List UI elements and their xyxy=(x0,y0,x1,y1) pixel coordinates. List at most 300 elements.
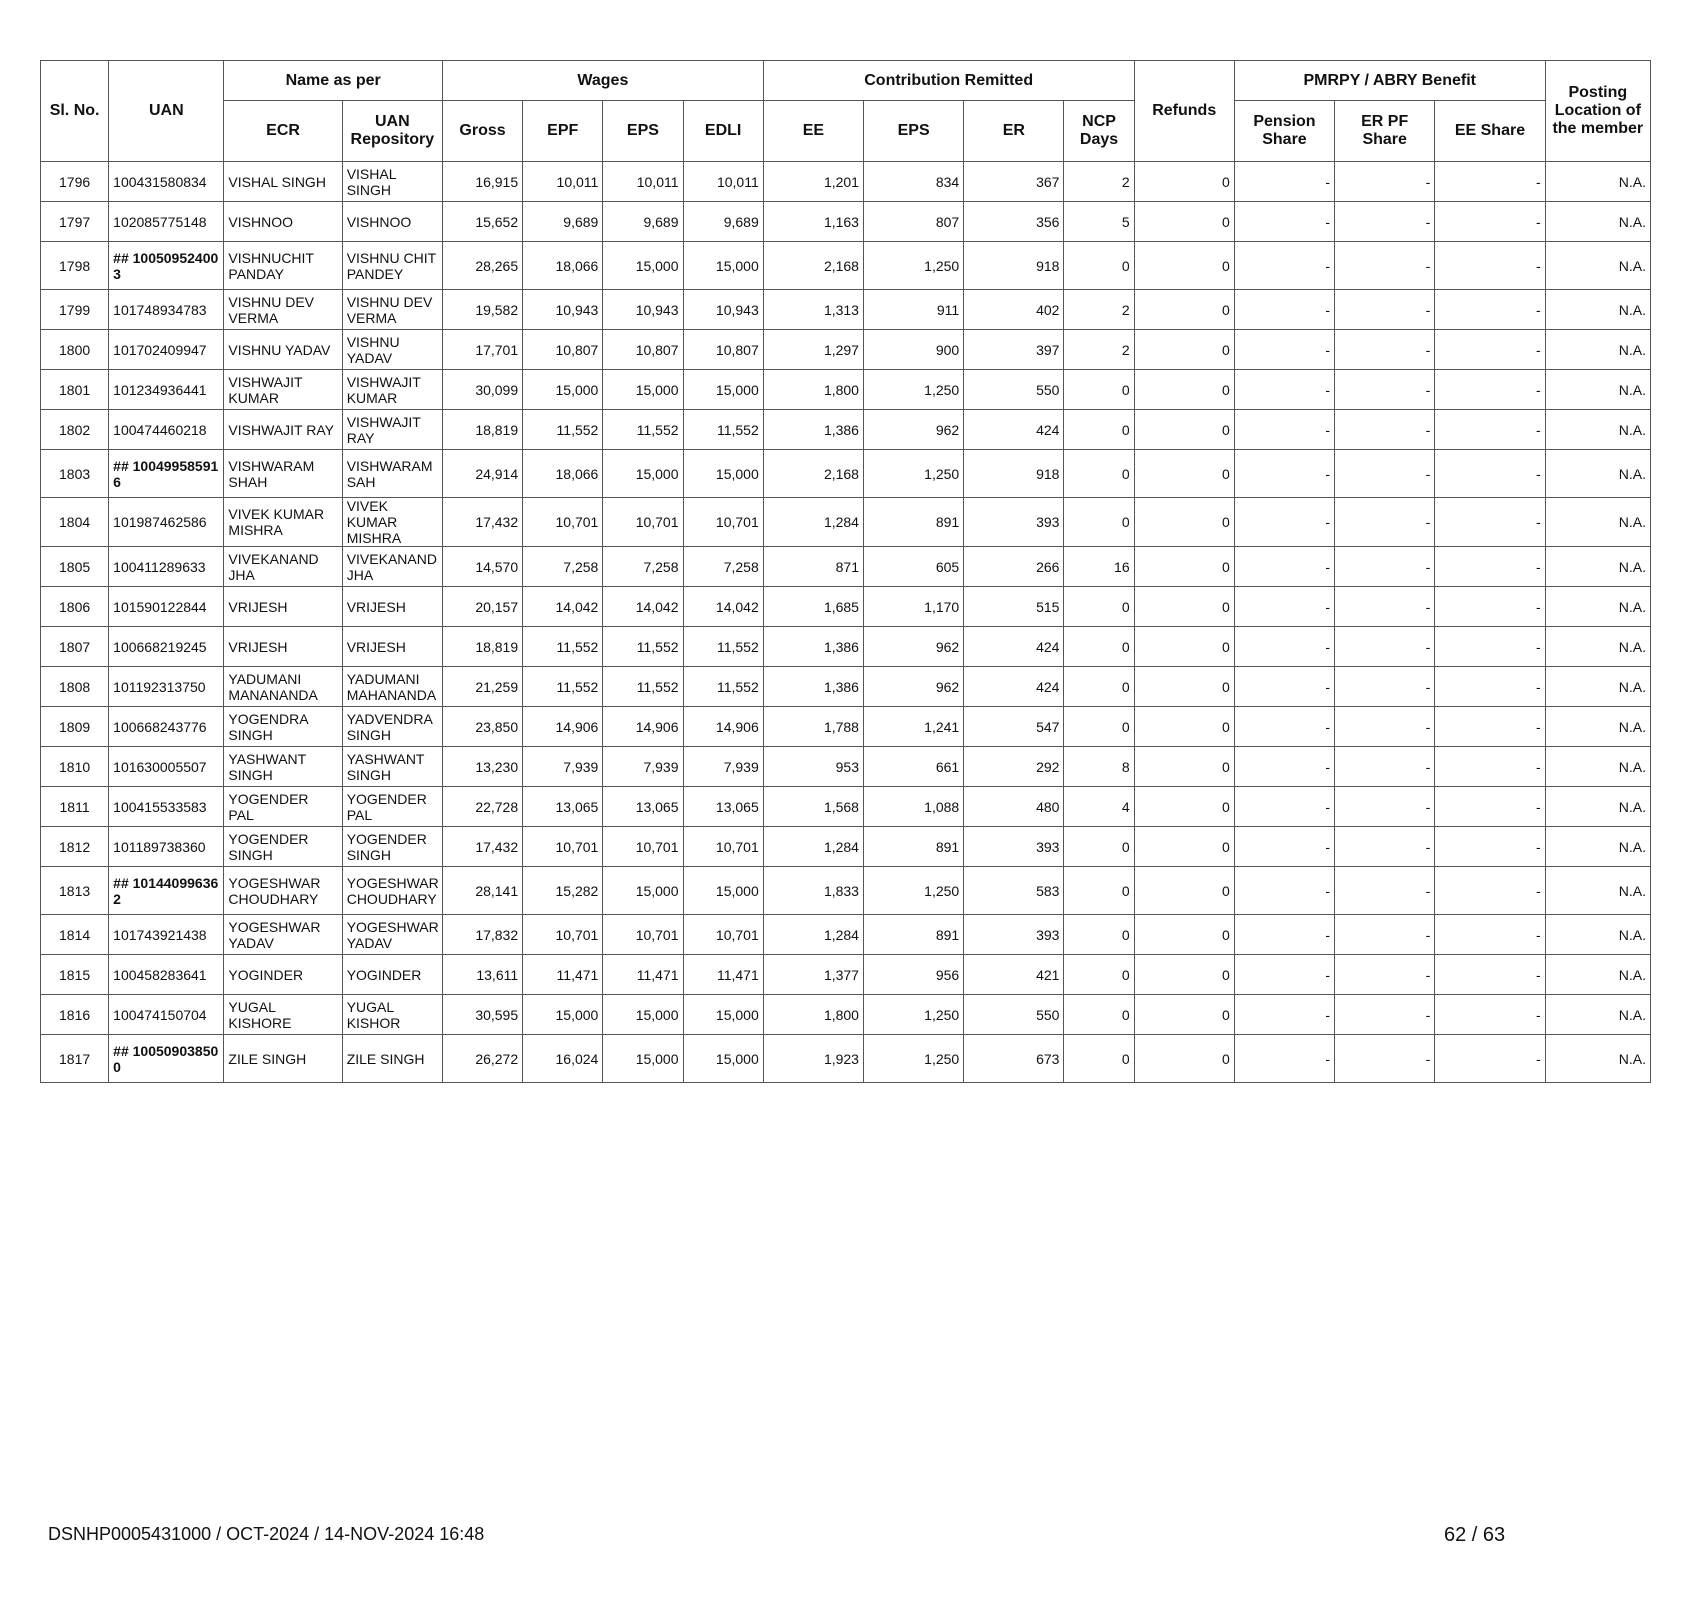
cell-posting-location: N.A. xyxy=(1545,667,1650,707)
cell-ncp-days: 0 xyxy=(1064,995,1134,1035)
cell-sl-no: 1811 xyxy=(41,787,109,827)
cell-pension-share: - xyxy=(1234,827,1334,867)
cell-ecr-name: VIVEKANAND JHA xyxy=(224,547,342,587)
table-row xyxy=(41,747,1651,787)
cell-ncp-days: 5 xyxy=(1064,202,1134,242)
cell-refunds: 0 xyxy=(1134,242,1234,290)
cell-ee: 1,923 xyxy=(763,1035,863,1083)
cell-eps: 10,943 xyxy=(603,290,683,330)
cell-pension-share: - xyxy=(1234,330,1334,370)
table-row xyxy=(41,162,1651,202)
cell-pension-share: - xyxy=(1234,547,1334,587)
cell-edli: 11,471 xyxy=(683,955,763,995)
cell-edli: 11,552 xyxy=(683,667,763,707)
cell-gross: 15,652 xyxy=(442,202,522,242)
cell-ncp-days: 0 xyxy=(1064,1035,1134,1083)
cell-sl-no: 1801 xyxy=(41,370,109,410)
cell-uan: 101189738360 xyxy=(109,827,224,867)
cell-ee: 1,201 xyxy=(763,162,863,202)
cell-refunds: 0 xyxy=(1134,915,1234,955)
cell-ecr-name: VISHWARAM SHAH xyxy=(224,450,342,498)
cell-er: 402 xyxy=(964,290,1064,330)
cell-edli: 9,689 xyxy=(683,202,763,242)
cell-ee: 1,284 xyxy=(763,915,863,955)
cell-er-pf-share: - xyxy=(1335,747,1435,787)
cell-gross: 17,432 xyxy=(442,498,522,547)
header-er: ER xyxy=(964,101,1064,162)
cell-er: 424 xyxy=(964,410,1064,450)
cell-epf: 7,939 xyxy=(523,747,603,787)
cell-posting-location: N.A. xyxy=(1545,955,1650,995)
cell-uan: 100431580834 xyxy=(109,162,224,202)
cell-posting-location: N.A. xyxy=(1545,587,1650,627)
cell-uan-repository-name: VISHAL SINGH xyxy=(342,162,442,202)
cell-ncp-days: 0 xyxy=(1064,498,1134,547)
table-row xyxy=(41,627,1651,667)
cell-eps-contribution: 807 xyxy=(863,202,963,242)
header-wages: Wages xyxy=(442,61,763,101)
table-row xyxy=(41,498,1651,547)
footer-page-number: 62 / 63 xyxy=(1444,1524,1506,1546)
cell-ee-share: - xyxy=(1435,995,1545,1035)
cell-sl-no: 1800 xyxy=(41,330,109,370)
cell-er: 480 xyxy=(964,787,1064,827)
cell-epf: 10,943 xyxy=(523,290,603,330)
cell-posting-location: N.A. xyxy=(1545,1035,1650,1083)
cell-uan: 101234936441 xyxy=(109,370,224,410)
header-ecr: ECR xyxy=(224,101,342,162)
cell-sl-no: 1805 xyxy=(41,547,109,587)
cell-refunds: 0 xyxy=(1134,498,1234,547)
table-row xyxy=(41,707,1651,747)
table-row xyxy=(41,202,1651,242)
cell-er-pf-share: - xyxy=(1335,290,1435,330)
cell-eps: 11,552 xyxy=(603,410,683,450)
cell-er-pf-share: - xyxy=(1335,587,1435,627)
cell-uan: ## 10144099636 2 xyxy=(109,867,224,915)
cell-sl-no: 1804 xyxy=(41,498,109,547)
cell-pension-share: - xyxy=(1234,915,1334,955)
table-body xyxy=(41,162,1651,1083)
cell-epf: 11,552 xyxy=(523,410,603,450)
cell-edli: 14,042 xyxy=(683,587,763,627)
cell-uan-repository-name: VISHWARAM SAH xyxy=(342,450,442,498)
cell-edli: 15,000 xyxy=(683,450,763,498)
cell-uan-repository-name: VIVEKANAND JHA xyxy=(342,547,442,587)
cell-epf: 11,552 xyxy=(523,627,603,667)
cell-uan: 101743921438 xyxy=(109,915,224,955)
cell-gross: 21,259 xyxy=(442,667,522,707)
cell-ncp-days: 2 xyxy=(1064,162,1134,202)
cell-edli: 10,701 xyxy=(683,915,763,955)
cell-er: 424 xyxy=(964,627,1064,667)
cell-er-pf-share: - xyxy=(1335,162,1435,202)
cell-posting-location: N.A. xyxy=(1545,707,1650,747)
cell-gross: 30,595 xyxy=(442,995,522,1035)
cell-epf: 15,000 xyxy=(523,995,603,1035)
cell-uan: 100474150704 xyxy=(109,995,224,1035)
ecr-table xyxy=(40,60,1651,1083)
cell-ee: 1,685 xyxy=(763,587,863,627)
cell-ee-share: - xyxy=(1435,410,1545,450)
cell-ecr-name: YOGENDRA SINGH xyxy=(224,707,342,747)
cell-epf: 10,807 xyxy=(523,330,603,370)
cell-epf: 14,042 xyxy=(523,587,603,627)
header-contribution-remitted: Contribution Remitted xyxy=(763,61,1134,101)
header-sl-no: Sl. No. xyxy=(41,61,109,162)
cell-posting-location: N.A. xyxy=(1545,450,1650,498)
cell-sl-no: 1803 xyxy=(41,450,109,498)
cell-pension-share: - xyxy=(1234,955,1334,995)
cell-er: 550 xyxy=(964,370,1064,410)
cell-refunds: 0 xyxy=(1134,1035,1234,1083)
cell-er-pf-share: - xyxy=(1335,955,1435,995)
cell-epf: 15,282 xyxy=(523,867,603,915)
cell-refunds: 0 xyxy=(1134,587,1234,627)
cell-refunds: 0 xyxy=(1134,787,1234,827)
cell-pension-share: - xyxy=(1234,627,1334,667)
cell-er-pf-share: - xyxy=(1335,667,1435,707)
cell-epf: 11,471 xyxy=(523,955,603,995)
cell-eps-contribution: 1,250 xyxy=(863,995,963,1035)
cell-er-pf-share: - xyxy=(1335,498,1435,547)
cell-uan: 101987462586 xyxy=(109,498,224,547)
cell-er-pf-share: - xyxy=(1335,787,1435,827)
cell-posting-location: N.A. xyxy=(1545,290,1650,330)
cell-ncp-days: 16 xyxy=(1064,547,1134,587)
cell-er-pf-share: - xyxy=(1335,915,1435,955)
cell-er-pf-share: - xyxy=(1335,707,1435,747)
cell-eps: 7,939 xyxy=(603,747,683,787)
cell-pension-share: - xyxy=(1234,162,1334,202)
cell-pension-share: - xyxy=(1234,667,1334,707)
cell-refunds: 0 xyxy=(1134,747,1234,787)
cell-uan: ## 10049958591 6 xyxy=(109,450,224,498)
cell-er: 918 xyxy=(964,242,1064,290)
cell-ee-share: - xyxy=(1435,330,1545,370)
cell-eps-contribution: 1,170 xyxy=(863,587,963,627)
cell-eps: 10,807 xyxy=(603,330,683,370)
cell-ee-share: - xyxy=(1435,290,1545,330)
cell-ncp-days: 0 xyxy=(1064,627,1134,667)
cell-posting-location: N.A. xyxy=(1545,410,1650,450)
cell-ee-share: - xyxy=(1435,915,1545,955)
cell-ee: 1,386 xyxy=(763,627,863,667)
cell-refunds: 0 xyxy=(1134,667,1234,707)
cell-ecr-name: VISHWAJIT KUMAR xyxy=(224,370,342,410)
cell-eps: 15,000 xyxy=(603,242,683,290)
cell-ncp-days: 0 xyxy=(1064,242,1134,290)
cell-ee: 1,833 xyxy=(763,867,863,915)
cell-gross: 26,272 xyxy=(442,1035,522,1083)
cell-uan-repository-name: YOGESHWAR CHOUDHARY xyxy=(342,867,442,915)
header-refunds: Refunds xyxy=(1134,61,1234,162)
cell-sl-no: 1798 xyxy=(41,242,109,290)
cell-eps-contribution: 1,250 xyxy=(863,242,963,290)
cell-edli: 15,000 xyxy=(683,370,763,410)
table-row xyxy=(41,290,1651,330)
cell-ncp-days: 4 xyxy=(1064,787,1134,827)
cell-ee-share: - xyxy=(1435,370,1545,410)
cell-eps-contribution: 605 xyxy=(863,547,963,587)
cell-er: 367 xyxy=(964,162,1064,202)
cell-eps-contribution: 911 xyxy=(863,290,963,330)
cell-gross: 18,819 xyxy=(442,627,522,667)
cell-eps-contribution: 891 xyxy=(863,498,963,547)
cell-eps: 7,258 xyxy=(603,547,683,587)
cell-eps-contribution: 1,250 xyxy=(863,867,963,915)
cell-ecr-name: YUGAL KISHORE xyxy=(224,995,342,1035)
cell-uan: 102085775148 xyxy=(109,202,224,242)
cell-er-pf-share: - xyxy=(1335,1035,1435,1083)
cell-ecr-name: YOGENDER SINGH xyxy=(224,827,342,867)
table-row xyxy=(41,330,1651,370)
cell-er: 424 xyxy=(964,667,1064,707)
cell-eps: 15,000 xyxy=(603,450,683,498)
cell-ecr-name: VRIJESH xyxy=(224,587,342,627)
cell-eps-contribution: 1,250 xyxy=(863,1035,963,1083)
header-edli: EDLI xyxy=(683,101,763,162)
footer-document-id: DSNHP0005431000 / OCT-2024 / 14-NOV-2024 16:48 xyxy=(48,1524,485,1544)
cell-er-pf-share: - xyxy=(1335,370,1435,410)
cell-epf: 18,066 xyxy=(523,242,603,290)
cell-epf: 18,066 xyxy=(523,450,603,498)
cell-ee: 1,284 xyxy=(763,827,863,867)
cell-uan-repository-name: YADVENDRA SINGH xyxy=(342,707,442,747)
cell-ee-share: - xyxy=(1435,867,1545,915)
cell-refunds: 0 xyxy=(1134,955,1234,995)
cell-ee: 953 xyxy=(763,747,863,787)
cell-er: 393 xyxy=(964,827,1064,867)
cell-eps: 10,701 xyxy=(603,498,683,547)
cell-eps: 10,701 xyxy=(603,827,683,867)
cell-uan-repository-name: VISHNU DEV VERMA xyxy=(342,290,442,330)
cell-uan: 101630005507 xyxy=(109,747,224,787)
cell-gross: 17,832 xyxy=(442,915,522,955)
cell-ncp-days: 0 xyxy=(1064,587,1134,627)
cell-edli: 13,065 xyxy=(683,787,763,827)
cell-eps-contribution: 661 xyxy=(863,747,963,787)
cell-posting-location: N.A. xyxy=(1545,915,1650,955)
cell-uan-repository-name: VISHWAJIT RAY xyxy=(342,410,442,450)
cell-er: 673 xyxy=(964,1035,1064,1083)
cell-uan: 101590122844 xyxy=(109,587,224,627)
cell-posting-location: N.A. xyxy=(1545,787,1650,827)
table-header xyxy=(41,61,1651,162)
cell-posting-location: N.A. xyxy=(1545,867,1650,915)
cell-ecr-name: VISHNU YADAV xyxy=(224,330,342,370)
cell-posting-location: N.A. xyxy=(1545,162,1650,202)
cell-refunds: 0 xyxy=(1134,867,1234,915)
cell-ncp-days: 8 xyxy=(1064,747,1134,787)
cell-ee: 1,386 xyxy=(763,410,863,450)
cell-sl-no: 1796 xyxy=(41,162,109,202)
cell-edli: 7,939 xyxy=(683,747,763,787)
cell-uan: ## 10050952400 3 xyxy=(109,242,224,290)
cell-er: 393 xyxy=(964,915,1064,955)
cell-epf: 13,065 xyxy=(523,787,603,827)
cell-edli: 15,000 xyxy=(683,1035,763,1083)
cell-edli: 10,701 xyxy=(683,498,763,547)
cell-uan-repository-name: ZILE SINGH xyxy=(342,1035,442,1083)
cell-ee: 1,377 xyxy=(763,955,863,995)
table-row xyxy=(41,667,1651,707)
cell-ee: 1,788 xyxy=(763,707,863,747)
cell-er-pf-share: - xyxy=(1335,330,1435,370)
cell-eps-contribution: 1,250 xyxy=(863,450,963,498)
cell-ecr-name: ZILE SINGH xyxy=(224,1035,342,1083)
cell-er-pf-share: - xyxy=(1335,547,1435,587)
cell-ncp-days: 2 xyxy=(1064,290,1134,330)
cell-eps: 15,000 xyxy=(603,995,683,1035)
header-uan: UAN xyxy=(109,61,224,162)
cell-uan-repository-name: VRIJESH xyxy=(342,627,442,667)
cell-posting-location: N.A. xyxy=(1545,330,1650,370)
cell-eps: 9,689 xyxy=(603,202,683,242)
cell-gross: 16,915 xyxy=(442,162,522,202)
table-row xyxy=(41,915,1651,955)
cell-epf: 10,011 xyxy=(523,162,603,202)
cell-eps: 11,552 xyxy=(603,667,683,707)
cell-uan: 100415533583 xyxy=(109,787,224,827)
cell-ee-share: - xyxy=(1435,242,1545,290)
cell-ee-share: - xyxy=(1435,450,1545,498)
cell-gross: 28,265 xyxy=(442,242,522,290)
cell-uan-repository-name: VISHNOO xyxy=(342,202,442,242)
cell-ecr-name: VISHNOO xyxy=(224,202,342,242)
cell-gross: 23,850 xyxy=(442,707,522,747)
cell-sl-no: 1816 xyxy=(41,995,109,1035)
cell-ecr-name: VIVEK KUMAR MISHRA xyxy=(224,498,342,547)
cell-posting-location: N.A. xyxy=(1545,627,1650,667)
cell-uan: 100411289633 xyxy=(109,547,224,587)
cell-eps: 13,065 xyxy=(603,787,683,827)
cell-er: 550 xyxy=(964,995,1064,1035)
cell-ncp-days: 0 xyxy=(1064,667,1134,707)
cell-edli: 10,701 xyxy=(683,827,763,867)
cell-pension-share: - xyxy=(1234,370,1334,410)
cell-eps: 14,906 xyxy=(603,707,683,747)
cell-gross: 24,914 xyxy=(442,450,522,498)
cell-eps: 10,701 xyxy=(603,915,683,955)
cell-ee: 1,800 xyxy=(763,995,863,1035)
cell-er-pf-share: - xyxy=(1335,995,1435,1035)
cell-refunds: 0 xyxy=(1134,450,1234,498)
cell-uan: 100474460218 xyxy=(109,410,224,450)
cell-edli: 10,943 xyxy=(683,290,763,330)
cell-refunds: 0 xyxy=(1134,290,1234,330)
cell-er: 393 xyxy=(964,498,1064,547)
cell-posting-location: N.A. xyxy=(1545,827,1650,867)
cell-ecr-name: VISHNU DEV VERMA xyxy=(224,290,342,330)
cell-er: 356 xyxy=(964,202,1064,242)
cell-uan-repository-name: VRIJESH xyxy=(342,587,442,627)
cell-gross: 19,582 xyxy=(442,290,522,330)
cell-uan-repository-name: YUGAL KISHOR xyxy=(342,995,442,1035)
cell-eps-contribution: 962 xyxy=(863,410,963,450)
cell-uan: 100668243776 xyxy=(109,707,224,747)
cell-epf: 10,701 xyxy=(523,827,603,867)
header-pmrpy-abry: PMRPY / ABRY Benefit xyxy=(1234,61,1545,101)
header-name-as-per: Name as per xyxy=(224,61,443,101)
cell-gross: 28,141 xyxy=(442,867,522,915)
cell-ncp-days: 0 xyxy=(1064,915,1134,955)
table-row xyxy=(41,547,1651,587)
cell-uan-repository-name: YOGINDER xyxy=(342,955,442,995)
cell-eps-contribution: 891 xyxy=(863,827,963,867)
cell-eps-contribution: 962 xyxy=(863,627,963,667)
cell-sl-no: 1813 xyxy=(41,867,109,915)
cell-eps-contribution: 891 xyxy=(863,915,963,955)
cell-uan-repository-name: VISHNU YADAV xyxy=(342,330,442,370)
cell-eps-contribution: 834 xyxy=(863,162,963,202)
cell-edli: 10,807 xyxy=(683,330,763,370)
cell-er: 397 xyxy=(964,330,1064,370)
cell-uan-repository-name: YADUMANI MAHANANDA xyxy=(342,667,442,707)
header-ee: EE xyxy=(763,101,863,162)
header-eps-contribution: EPS xyxy=(863,101,963,162)
cell-ncp-days: 0 xyxy=(1064,867,1134,915)
cell-ecr-name: YOGENDER PAL xyxy=(224,787,342,827)
cell-ecr-name: VRIJESH xyxy=(224,627,342,667)
cell-eps-contribution: 1,088 xyxy=(863,787,963,827)
cell-er: 583 xyxy=(964,867,1064,915)
cell-ecr-name: YOGESHWAR YADAV xyxy=(224,915,342,955)
cell-epf: 9,689 xyxy=(523,202,603,242)
cell-ncp-days: 0 xyxy=(1064,955,1134,995)
header-eps: EPS xyxy=(603,101,683,162)
cell-sl-no: 1799 xyxy=(41,290,109,330)
cell-edli: 15,000 xyxy=(683,867,763,915)
cell-uan: 100458283641 xyxy=(109,955,224,995)
cell-ee-share: - xyxy=(1435,498,1545,547)
cell-er-pf-share: - xyxy=(1335,627,1435,667)
cell-pension-share: - xyxy=(1234,498,1334,547)
cell-ncp-days: 2 xyxy=(1064,330,1134,370)
cell-er: 515 xyxy=(964,587,1064,627)
cell-eps: 11,471 xyxy=(603,955,683,995)
cell-edli: 15,000 xyxy=(683,242,763,290)
cell-epf: 10,701 xyxy=(523,498,603,547)
table-row xyxy=(41,410,1651,450)
cell-gross: 18,819 xyxy=(442,410,522,450)
cell-pension-share: - xyxy=(1234,867,1334,915)
cell-pension-share: - xyxy=(1234,747,1334,787)
table-row xyxy=(41,450,1651,498)
cell-sl-no: 1807 xyxy=(41,627,109,667)
cell-ee-share: - xyxy=(1435,787,1545,827)
cell-refunds: 0 xyxy=(1134,827,1234,867)
table-row xyxy=(41,827,1651,867)
cell-ee: 1,568 xyxy=(763,787,863,827)
cell-ee: 1,800 xyxy=(763,370,863,410)
cell-er: 421 xyxy=(964,955,1064,995)
cell-posting-location: N.A. xyxy=(1545,202,1650,242)
table-row xyxy=(41,370,1651,410)
cell-epf: 16,024 xyxy=(523,1035,603,1083)
cell-ee: 1,297 xyxy=(763,330,863,370)
cell-ee-share: - xyxy=(1435,955,1545,995)
header-pension-share: Pension Share xyxy=(1234,101,1334,162)
cell-uan-repository-name: YOGESHWAR YADAV xyxy=(342,915,442,955)
cell-posting-location: N.A. xyxy=(1545,995,1650,1035)
cell-epf: 15,000 xyxy=(523,370,603,410)
header-ee-share: EE Share xyxy=(1435,101,1545,162)
cell-posting-location: N.A. xyxy=(1545,242,1650,290)
header-epf: EPF xyxy=(523,101,603,162)
cell-ecr-name: YADUMANI MANANANDA xyxy=(224,667,342,707)
cell-ecr-name: VISHAL SINGH xyxy=(224,162,342,202)
